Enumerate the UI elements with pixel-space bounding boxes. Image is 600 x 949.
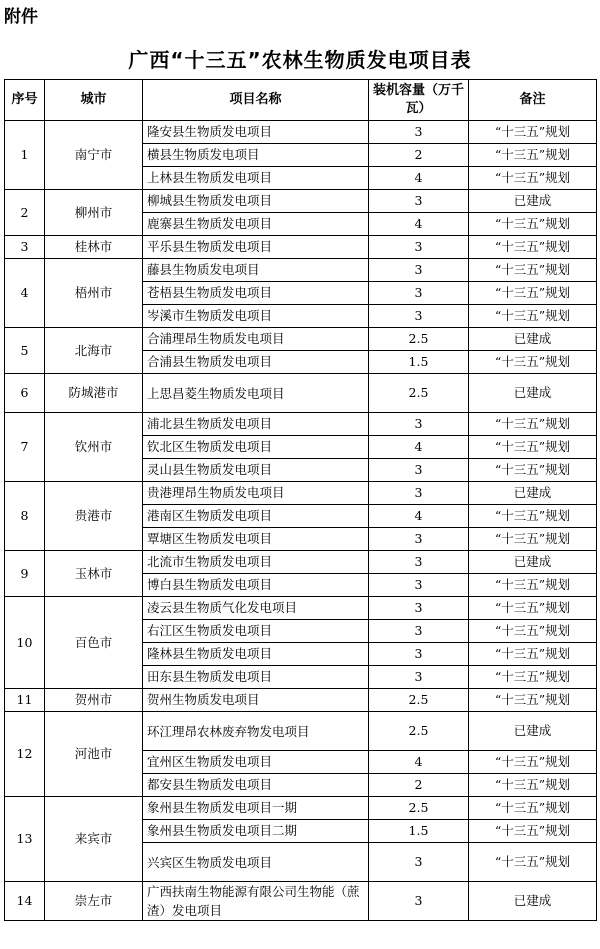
- note-cell: “十三五”规划: [469, 436, 597, 459]
- project-name-cell: 灵山县生物质发电项目: [143, 459, 369, 482]
- capacity-cell: 4: [369, 436, 469, 459]
- capacity-cell: 3: [369, 528, 469, 551]
- row-index: 12: [5, 712, 45, 797]
- row-index: 5: [5, 328, 45, 374]
- capacity-cell: 2: [369, 774, 469, 797]
- capacity-cell: 4: [369, 167, 469, 190]
- project-name-cell: 象州县生物质发电项目二期: [143, 820, 369, 843]
- capacity-cell: 3: [369, 620, 469, 643]
- city-cell: 防城港市: [45, 374, 143, 413]
- city-cell: 柳州市: [45, 190, 143, 236]
- note-cell: “十三五”规划: [469, 751, 597, 774]
- project-name-cell: 平乐县生物质发电项目: [143, 236, 369, 259]
- note-cell: 已建成: [469, 374, 597, 413]
- capacity-cell: 3: [369, 190, 469, 213]
- note-cell: “十三五”规划: [469, 213, 597, 236]
- row-index: 6: [5, 374, 45, 413]
- note-cell: “十三五”规划: [469, 797, 597, 820]
- capacity-cell: 4: [369, 751, 469, 774]
- row-index: 10: [5, 597, 45, 689]
- project-name-cell: 广西扶南生物能源有限公司生物能（蔗渣）发电项目: [143, 882, 369, 921]
- capacity-cell: 3: [369, 259, 469, 282]
- table-header-row: [5, 80, 597, 121]
- row-index: 1: [5, 121, 45, 190]
- capacity-cell: 2.5: [369, 328, 469, 351]
- table-row: [5, 689, 597, 712]
- project-name-cell: 钦北区生物质发电项目: [143, 436, 369, 459]
- table-row: [5, 374, 597, 413]
- note-cell: “十三五”规划: [469, 144, 597, 167]
- note-cell: “十三五”规划: [469, 351, 597, 374]
- capacity-cell: 2: [369, 144, 469, 167]
- row-index: 2: [5, 190, 45, 236]
- table-row: [5, 597, 597, 620]
- note-cell: “十三五”规划: [469, 413, 597, 436]
- capacity-cell: 3: [369, 551, 469, 574]
- table-row: [5, 259, 597, 282]
- note-cell: “十三五”规划: [469, 459, 597, 482]
- capacity-cell: 2.5: [369, 374, 469, 413]
- note-cell: “十三五”规划: [469, 259, 597, 282]
- note-cell: “十三五”规划: [469, 689, 597, 712]
- capacity-cell: 3: [369, 666, 469, 689]
- capacity-cell: 3: [369, 882, 469, 921]
- table-body: [5, 121, 597, 921]
- project-name-cell: 宜州区生物质发电项目: [143, 751, 369, 774]
- project-name-cell: 象州县生物质发电项目一期: [143, 797, 369, 820]
- header-project-name: 项目名称: [143, 80, 369, 121]
- capacity-cell: 4: [369, 213, 469, 236]
- table-row: [5, 882, 597, 921]
- project-name-cell: 上林县生物质发电项目: [143, 167, 369, 190]
- note-cell: 已建成: [469, 328, 597, 351]
- project-name-cell: 隆安县生物质发电项目: [143, 121, 369, 144]
- note-cell: 已建成: [469, 712, 597, 751]
- project-name-cell: 上思昌菱生物质发电项目: [143, 374, 369, 413]
- project-name-cell: 合浦县生物质发电项目: [143, 351, 369, 374]
- project-name-cell: 鹿寨县生物质发电项目: [143, 213, 369, 236]
- capacity-cell: 3: [369, 843, 469, 882]
- table-row: [5, 413, 597, 436]
- project-name-cell: 贵港理昂生物质发电项目: [143, 482, 369, 505]
- project-name-cell: 柳城县生物质发电项目: [143, 190, 369, 213]
- project-name-cell: 覃塘区生物质发电项目: [143, 528, 369, 551]
- table-row: [5, 712, 597, 751]
- note-cell: “十三五”规划: [469, 528, 597, 551]
- project-table: [4, 79, 597, 921]
- header-note: 备注: [469, 80, 597, 121]
- table-row: [5, 328, 597, 351]
- city-cell: 玉林市: [45, 551, 143, 597]
- note-cell: “十三五”规划: [469, 597, 597, 620]
- note-cell: “十三五”规划: [469, 774, 597, 797]
- table-row: [5, 121, 597, 144]
- note-cell: “十三五”规划: [469, 820, 597, 843]
- capacity-cell: 2.5: [369, 712, 469, 751]
- capacity-cell: 3: [369, 459, 469, 482]
- capacity-cell: 3: [369, 121, 469, 144]
- row-index: 3: [5, 236, 45, 259]
- table-row: [5, 797, 597, 820]
- project-name-cell: 田东县生物质发电项目: [143, 666, 369, 689]
- note-cell: “十三五”规划: [469, 574, 597, 597]
- note-cell: 已建成: [469, 482, 597, 505]
- table-row: [5, 482, 597, 505]
- project-name-cell: 岑溪市生物质发电项目: [143, 305, 369, 328]
- note-cell: “十三五”规划: [469, 121, 597, 144]
- row-index: 13: [5, 797, 45, 882]
- project-name-cell: 环江理昂农林废弃物发电项目: [143, 712, 369, 751]
- project-name-cell: 港南区生物质发电项目: [143, 505, 369, 528]
- note-cell: “十三五”规划: [469, 305, 597, 328]
- table-row: [5, 551, 597, 574]
- header-capacity: 装机容量（万千瓦）: [369, 80, 469, 121]
- city-cell: 来宾市: [45, 797, 143, 882]
- note-cell: “十三五”规划: [469, 643, 597, 666]
- city-cell: 崇左市: [45, 882, 143, 921]
- capacity-cell: 3: [369, 643, 469, 666]
- capacity-cell: 3: [369, 282, 469, 305]
- city-cell: 贵港市: [45, 482, 143, 551]
- note-cell: “十三五”规划: [469, 666, 597, 689]
- city-cell: 百色市: [45, 597, 143, 689]
- capacity-cell: 3: [369, 413, 469, 436]
- page-title: 广西“十三五”农林生物质发电项目表: [128, 48, 472, 72]
- capacity-cell: 4: [369, 505, 469, 528]
- note-cell: 已建成: [469, 882, 597, 921]
- city-cell: 桂林市: [45, 236, 143, 259]
- city-cell: 河池市: [45, 712, 143, 797]
- capacity-cell: 1.5: [369, 820, 469, 843]
- row-index: 7: [5, 413, 45, 482]
- note-cell: “十三五”规划: [469, 620, 597, 643]
- project-name-cell: 贺州生物质发电项目: [143, 689, 369, 712]
- project-name-cell: 兴宾区生物质发电项目: [143, 843, 369, 882]
- project-name-cell: 博白县生物质发电项目: [143, 574, 369, 597]
- project-name-cell: 合浦理昂生物质发电项目: [143, 328, 369, 351]
- attachment-label: 附件: [4, 7, 38, 27]
- city-cell: 钦州市: [45, 413, 143, 482]
- project-name-cell: 北流市生物质发电项目: [143, 551, 369, 574]
- capacity-cell: 1.5: [369, 351, 469, 374]
- row-index: 9: [5, 551, 45, 597]
- capacity-cell: 2.5: [369, 689, 469, 712]
- project-name-cell: 横县生物质发电项目: [143, 144, 369, 167]
- project-name-cell: 凌云县生物质气化发电项目: [143, 597, 369, 620]
- row-index: 14: [5, 882, 45, 921]
- note-cell: “十三五”规划: [469, 167, 597, 190]
- city-cell: 梧州市: [45, 259, 143, 328]
- capacity-cell: 2.5: [369, 797, 469, 820]
- capacity-cell: 3: [369, 574, 469, 597]
- city-cell: 贺州市: [45, 689, 143, 712]
- note-cell: “十三五”规划: [469, 505, 597, 528]
- city-cell: 北海市: [45, 328, 143, 374]
- row-index: 8: [5, 482, 45, 551]
- project-name-cell: 隆林县生物质发电项目: [143, 643, 369, 666]
- table-row: [5, 236, 597, 259]
- capacity-cell: 3: [369, 305, 469, 328]
- project-name-cell: 右江区生物质发电项目: [143, 620, 369, 643]
- capacity-cell: 3: [369, 236, 469, 259]
- capacity-cell: 3: [369, 597, 469, 620]
- row-index: 11: [5, 689, 45, 712]
- note-cell: “十三五”规划: [469, 236, 597, 259]
- note-cell: 已建成: [469, 190, 597, 213]
- project-name-cell: 藤县生物质发电项目: [143, 259, 369, 282]
- project-name-cell: 都安县生物质发电项目: [143, 774, 369, 797]
- note-cell: 已建成: [469, 551, 597, 574]
- row-index: 4: [5, 259, 45, 328]
- city-cell: 南宁市: [45, 121, 143, 190]
- project-name-cell: 浦北县生物质发电项目: [143, 413, 369, 436]
- capacity-cell: 3: [369, 482, 469, 505]
- header-city: 城市: [45, 80, 143, 121]
- note-cell: “十三五”规划: [469, 843, 597, 882]
- note-cell: “十三五”规划: [469, 282, 597, 305]
- table-row: [5, 190, 597, 213]
- project-name-cell: 苍梧县生物质发电项目: [143, 282, 369, 305]
- header-index: 序号: [5, 80, 45, 121]
